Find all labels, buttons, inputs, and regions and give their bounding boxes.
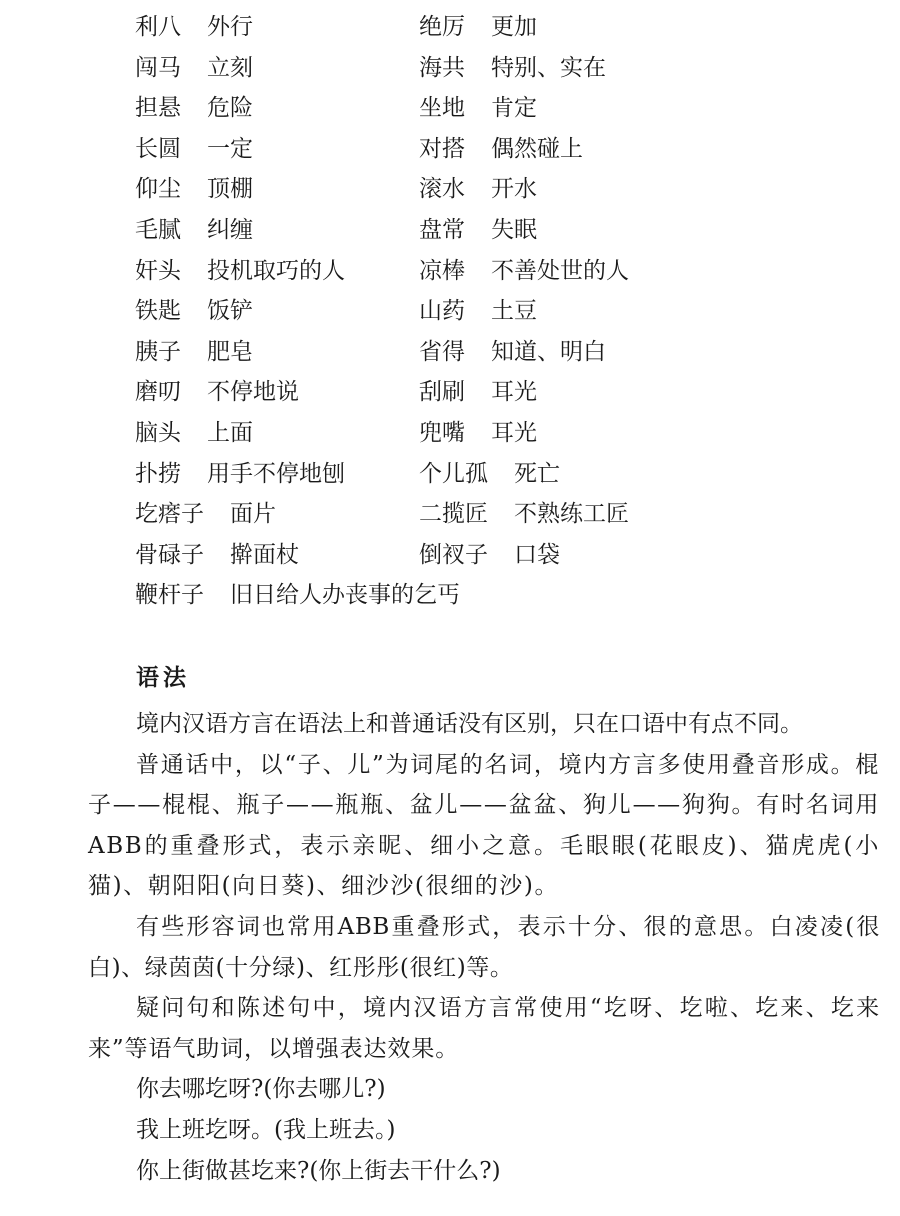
- glossary-meaning: 耳光: [491, 419, 537, 446]
- glossary-entry: [419, 52, 606, 84]
- glossary-term: 对搭: [419, 135, 465, 162]
- glossary-entry: [419, 173, 537, 205]
- glossary-term: 脑头: [135, 419, 181, 446]
- glossary-term: 省得: [419, 338, 465, 365]
- glossary-entry: [135, 133, 253, 165]
- glossary-meaning: 不善处世的人: [491, 257, 629, 284]
- glossary-row: [135, 498, 775, 539]
- glossary-term: 闯马: [135, 54, 181, 81]
- example-sentence: 你上街做甚圪来?(你上街去干什么?): [136, 1157, 501, 1184]
- glossary-meaning: 一定: [207, 135, 253, 162]
- glossary-meaning: 更加: [491, 14, 537, 40]
- glossary-term: 圪瘩子: [135, 501, 204, 528]
- glossary-entry: [419, 133, 583, 165]
- glossary-meaning: 顶棚: [207, 176, 253, 203]
- glossary-term: 盘常: [419, 216, 465, 243]
- glossary-meaning: 擀面杖: [230, 541, 299, 568]
- glossary-row: [135, 173, 775, 214]
- glossary-entry: [135, 92, 253, 124]
- glossary-term: 二揽匠: [419, 501, 488, 528]
- glossary-term: 个儿孤: [419, 460, 488, 487]
- glossary-meaning: 饭铲: [207, 298, 253, 325]
- example-sentence: 我上班圪呀。(我上班去。): [136, 1116, 396, 1143]
- glossary-meaning: 偶然碰上: [491, 135, 583, 162]
- glossary-entry: [135, 255, 345, 287]
- glossary-term: 胰子: [135, 338, 181, 365]
- glossary-meaning: 肯定: [491, 95, 537, 122]
- glossary-meaning: 面片: [230, 501, 276, 528]
- glossary-entry: [135, 214, 253, 246]
- glossary-row: [135, 295, 775, 336]
- glossary-meaning: 开水: [491, 176, 537, 203]
- glossary-term: 滚水: [419, 176, 465, 203]
- glossary-term: 铁匙: [135, 298, 181, 325]
- glossary-term: 长圆: [135, 135, 181, 162]
- glossary-entry: [135, 579, 460, 611]
- glossary-row: [135, 376, 775, 417]
- glossary-term: 倒衩子: [419, 541, 488, 568]
- glossary-meaning: 不停地说: [207, 379, 299, 406]
- glossary-term: 山药: [419, 298, 465, 325]
- glossary-meaning: 外行: [207, 14, 253, 40]
- paragraph: 境内汉语方言在语法上和普通话没有区别，只在口语中有点不同。: [136, 711, 803, 737]
- glossary-row: [135, 539, 775, 580]
- glossary-meaning: 肥皂: [207, 338, 253, 365]
- glossary-row: [135, 11, 775, 52]
- glossary-entry: [135, 336, 253, 368]
- glossary-meaning: 上面: [207, 419, 253, 446]
- glossary-entry: [135, 417, 253, 449]
- glossary-term: 磨叨: [135, 379, 181, 406]
- glossary-term: 刮刷: [419, 379, 465, 406]
- glossary-meaning: 旧日给人办丧事的乞丐: [230, 582, 460, 609]
- glossary-row: [135, 255, 775, 296]
- glossary-meaning: 不熟练工匠: [514, 501, 629, 528]
- glossary-meaning: 口袋: [514, 541, 560, 568]
- glossary-term: 骨碌子: [135, 541, 204, 568]
- glossary-entry: [135, 539, 299, 571]
- section-heading-grammar: 语法: [136, 665, 190, 691]
- glossary-row: [135, 92, 775, 133]
- glossary-row: [135, 336, 775, 377]
- glossary-entry: [419, 376, 537, 408]
- glossary-meaning: 知道、明白: [491, 338, 606, 365]
- glossary-entry: [419, 11, 537, 43]
- glossary-row: [135, 52, 775, 93]
- glossary-meaning: 死亡: [514, 460, 560, 487]
- glossary-term: 利八: [135, 14, 181, 40]
- glossary-meaning: 纠缠: [207, 216, 253, 243]
- glossary-term: 绝厉: [419, 14, 465, 40]
- glossary-term: 奸头: [135, 257, 181, 284]
- glossary-row: [135, 579, 775, 620]
- glossary-entry: [135, 376, 299, 408]
- glossary-term: 兜嘴: [419, 419, 465, 446]
- glossary-term: 凉棒: [419, 257, 465, 284]
- paragraph: 有些形容词也常用ABB重叠形式，表示十分、很的意思。白凌凌(很白)、绿茵茵(十分绿)、红彤彤(很红)等。: [88, 913, 880, 981]
- glossary-term: 坐地: [419, 95, 465, 122]
- glossary-meaning: 危险: [207, 95, 253, 122]
- glossary-entry: [419, 417, 537, 449]
- glossary-entry: [135, 498, 276, 530]
- glossary-entry: [135, 173, 253, 205]
- glossary-entry: [419, 92, 537, 124]
- glossary-term: 海共: [419, 54, 465, 81]
- glossary-entry: [419, 498, 629, 530]
- dialect-glossary: [135, 11, 775, 620]
- paragraph: 普通话中，以“子、儿”为词尾的名词，境内方言多使用叠音形成。棍子——棍棍、瓶子——瓶瓶、盆儿——盆盆、狗儿——狗狗。有时名词用ABB的重叠形式，表示亲昵、细小之意。毛眼眼(花眼皮)、猫虎虎(小猫)、朝阳阳(向日葵)、细沙沙(很细的沙)。: [88, 751, 880, 900]
- glossary-entry: [135, 52, 253, 84]
- example-sentence: 你去哪圪呀?(你去哪儿?): [136, 1076, 386, 1103]
- glossary-row: [135, 417, 775, 458]
- glossary-term: 扑捞: [135, 460, 181, 487]
- glossary-term: 毛腻: [135, 216, 181, 243]
- glossary-entry: [135, 458, 345, 490]
- glossary-entry: [419, 539, 560, 571]
- glossary-row: [135, 214, 775, 255]
- glossary-meaning: 投机取巧的人: [207, 257, 345, 284]
- glossary-entry: [419, 255, 629, 287]
- glossary-term: 担悬: [135, 95, 181, 122]
- glossary-meaning: 耳光: [491, 379, 537, 406]
- paragraph: 疑问句和陈述句中，境内汉语方言常使用“圪呀、圪啦、圪来、圪来来”等语气助词，以增强表达效果。: [88, 995, 880, 1062]
- glossary-meaning: 特别、实在: [491, 54, 606, 81]
- glossary-entry: [135, 11, 253, 43]
- glossary-term: 鞭杆子: [135, 582, 204, 609]
- glossary-meaning: 用手不停地刨: [207, 460, 345, 487]
- glossary-row: [135, 458, 775, 499]
- glossary-entry: [419, 336, 606, 368]
- glossary-entry: [135, 295, 253, 327]
- glossary-term: 仰尘: [135, 176, 181, 203]
- glossary-meaning: 土豆: [491, 298, 537, 325]
- glossary-meaning: 立刻: [207, 54, 253, 81]
- glossary-entry: [419, 458, 560, 490]
- glossary-entry: [419, 214, 537, 246]
- grammar-body: [88, 704, 880, 1191]
- glossary-row: [135, 133, 775, 174]
- glossary-meaning: 失眠: [491, 216, 537, 243]
- glossary-entry: [419, 295, 537, 327]
